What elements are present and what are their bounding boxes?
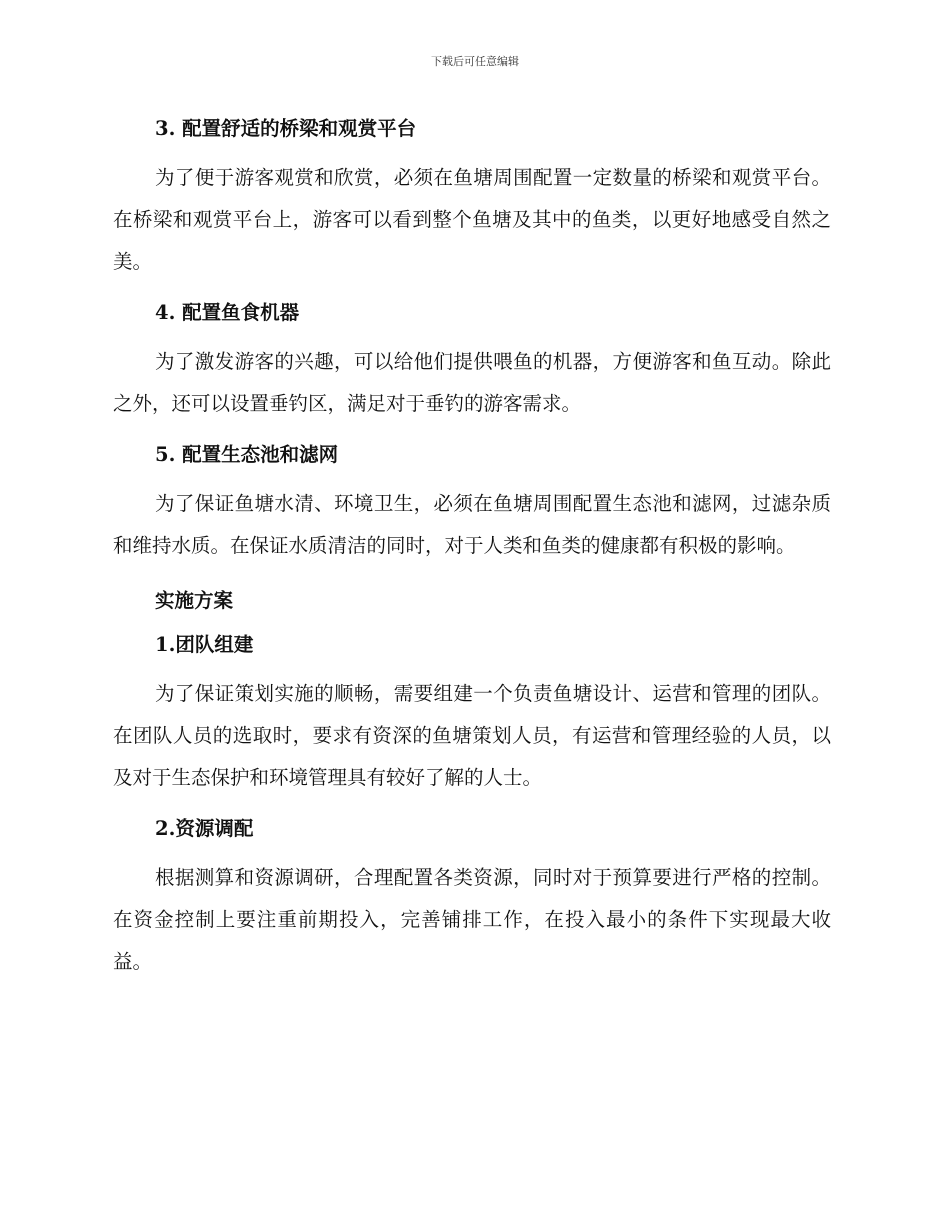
section-paragraph-resources: 根据测算和资源调研，合理配置各类资源，同时对于预算要进行严格的控制。在资金控制上要注重前期投入，完善铺排工作，在投入最小的条件下实现最大收益。 <box>113 866 831 973</box>
implementation-title: 实施方案 <box>155 589 234 612</box>
section-heading-team: 1.团队组建 <box>155 633 254 656</box>
section-heading-resources: 2.资源调配 <box>155 817 254 840</box>
section-paragraph-fish-food-machine: 为了激发游客的兴趣，可以给他们提供喂鱼的机器，方便游客和鱼互动。除此之外，还可以设置垂钓区，满足对于垂钓的游客需求。 <box>113 350 831 415</box>
document-body <box>113 107 831 991</box>
section-paragraph-team: 为了保证策划实施的顺畅，需要组建一个负责鱼塘设计、运营和管理的团队。在团队人员的选取时，要求有资深的鱼塘策划人员，有运营和管理经验的人员，以及对于生态保护和环境管理具有较好了解的人士。 <box>113 682 831 789</box>
section-heading-fish-food-machine: 4. 配置鱼食机器 <box>155 301 300 324</box>
section-heading-eco-pool: 5. 配置生态池和滤网 <box>155 443 339 466</box>
page-header: 下载后可任意编辑 <box>431 55 519 68</box>
section-heading-bridges: 3. 配置舒适的桥梁和观赏平台 <box>155 117 417 140</box>
section-paragraph-bridges: 为了便于游客观赏和欣赏，必须在鱼塘周围配置一定数量的桥梁和观赏平台。在桥梁和观赏平台上，游客可以看到整个鱼塘及其中的鱼类，以更好地感受自然之美。 <box>113 166 831 273</box>
section-paragraph-eco-pool: 为了保证鱼塘水清、环境卫生，必须在鱼塘周围配置生态池和滤网，过滤杂质和维持水质。在保证水质清洁的同时，对于人类和鱼类的健康都有积极的影响。 <box>113 492 831 557</box>
